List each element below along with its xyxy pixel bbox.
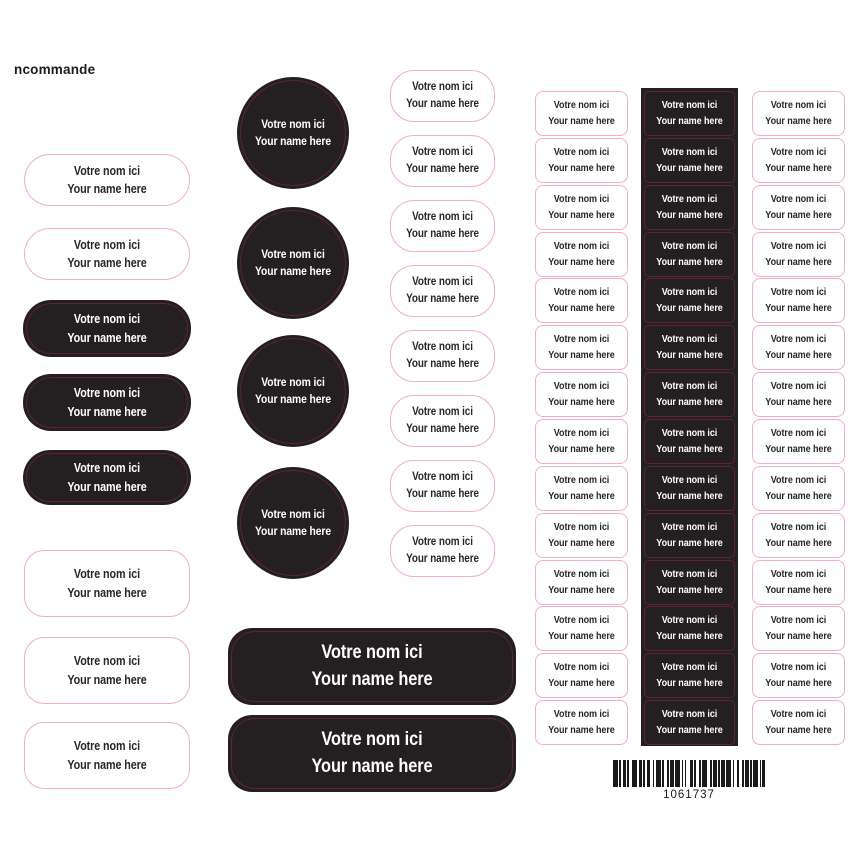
label-text: Votre nom ici Your name here xyxy=(548,614,615,642)
label-text: Votre nom ici Your name here xyxy=(765,240,832,268)
label-text: Votre nom ici Your name here xyxy=(765,568,832,596)
name-label-black xyxy=(644,232,735,277)
name-label-white xyxy=(752,419,845,464)
name-label-white xyxy=(390,395,495,447)
label-text: Votre nom ici Your name here xyxy=(254,506,332,538)
label-text: Votre nom ici Your name here xyxy=(67,654,147,687)
label-text: Votre nom ici Your name here xyxy=(656,521,723,549)
name-label-white xyxy=(535,513,628,558)
name-label-white xyxy=(752,700,845,745)
label-text: Votre nom ici Your name here xyxy=(67,163,147,196)
label-text: Votre nom ici Your name here xyxy=(765,661,832,689)
name-label-white xyxy=(752,232,845,277)
name-label-black xyxy=(644,91,735,136)
label-text: Votre nom ici Your name here xyxy=(656,661,723,689)
barcode xyxy=(613,760,765,801)
name-label-black xyxy=(644,138,735,183)
name-label-black xyxy=(237,77,349,189)
name-label-white xyxy=(752,466,845,511)
label-text: Votre nom ici Your name here xyxy=(406,211,479,240)
label-text: Votre nom ici Your name here xyxy=(406,276,479,305)
label-text: Votre nom ici Your name here xyxy=(765,193,832,221)
label-text: Votre nom ici Your name here xyxy=(548,146,615,174)
name-label-white xyxy=(752,91,845,136)
label-text: Votre nom ici Your name here xyxy=(765,380,832,408)
name-label-black xyxy=(237,207,349,319)
name-label-black xyxy=(644,700,735,745)
name-label-black xyxy=(644,466,735,511)
name-label-white xyxy=(752,278,845,323)
label-text: Votre nom ici Your name here xyxy=(656,427,723,455)
name-label-white xyxy=(752,560,845,605)
label-text: Votre nom ici Your name here xyxy=(311,642,433,690)
name-label-black xyxy=(237,467,349,579)
name-label-white xyxy=(24,637,190,704)
name-label-white xyxy=(535,560,628,605)
label-text: Votre nom ici Your name here xyxy=(548,568,615,596)
label-text: Votre nom ici Your name here xyxy=(67,461,147,494)
name-label-white xyxy=(390,200,495,252)
label-text: Votre nom ici Your name here xyxy=(765,99,832,127)
name-label-black xyxy=(23,374,191,431)
name-label-black xyxy=(644,278,735,323)
label-text: Votre nom ici Your name here xyxy=(765,708,832,736)
name-label-white xyxy=(24,722,190,789)
name-label-black xyxy=(644,513,735,558)
name-label-black xyxy=(237,335,349,447)
label-text: Votre nom ici Your name here xyxy=(656,99,723,127)
name-label-white xyxy=(24,228,190,280)
brand-logo-text: ncommande xyxy=(14,62,96,77)
barcode-number: 1061737 xyxy=(663,789,715,801)
label-text: Votre nom ici Your name here xyxy=(67,739,147,772)
name-label-black xyxy=(228,715,516,792)
name-label-white xyxy=(752,653,845,698)
label-text: Votre nom ici Your name here xyxy=(765,333,832,361)
label-text: Votre nom ici Your name here xyxy=(656,614,723,642)
name-label-white xyxy=(535,419,628,464)
label-text: Votre nom ici Your name here xyxy=(548,193,615,221)
label-text: Votre nom ici Your name here xyxy=(765,614,832,642)
label-text: Votre nom ici Your name here xyxy=(548,521,615,549)
barcode-bars xyxy=(613,760,765,787)
name-label-black xyxy=(23,450,191,505)
name-label-black xyxy=(644,372,735,417)
label-text: Votre nom ici Your name here xyxy=(548,333,615,361)
name-label-white xyxy=(535,606,628,651)
label-text: Votre nom ici Your name here xyxy=(406,471,479,500)
label-text: Votre nom ici Your name here xyxy=(67,567,147,600)
label-text: Votre nom ici Your name here xyxy=(406,536,479,565)
name-label-white xyxy=(390,70,495,122)
name-label-white xyxy=(535,278,628,323)
label-text: Votre nom ici Your name here xyxy=(548,708,615,736)
label-text: Votre nom ici Your name here xyxy=(254,374,332,406)
label-text: Votre nom ici Your name here xyxy=(656,286,723,314)
label-text: Votre nom ici Your name here xyxy=(406,81,479,110)
label-text: Votre nom ici Your name here xyxy=(548,427,615,455)
name-label-black xyxy=(644,419,735,464)
name-label-white xyxy=(390,265,495,317)
name-label-white xyxy=(535,372,628,417)
name-label-black xyxy=(644,653,735,698)
label-text: Votre nom ici Your name here xyxy=(67,386,147,419)
label-text: Votre nom ici Your name here xyxy=(765,286,832,314)
name-label-white xyxy=(752,185,845,230)
label-text: Votre nom ici Your name here xyxy=(406,341,479,370)
label-text: Votre nom ici Your name here xyxy=(406,146,479,175)
label-text: Votre nom ici Your name here xyxy=(406,406,479,435)
label-text: Votre nom ici Your name here xyxy=(548,240,615,268)
label-text: Votre nom ici Your name here xyxy=(548,380,615,408)
name-label-white xyxy=(390,460,495,512)
name-label-black xyxy=(644,185,735,230)
label-text: Votre nom ici Your name here xyxy=(656,146,723,174)
label-text: Votre nom ici Your name here xyxy=(656,474,723,502)
label-text: Votre nom ici Your name here xyxy=(765,146,832,174)
label-text: Votre nom ici Your name here xyxy=(67,312,147,345)
name-label-white xyxy=(390,135,495,187)
label-text: Votre nom ici Your name here xyxy=(311,729,433,777)
name-label-white xyxy=(535,466,628,511)
label-text: Votre nom ici Your name here xyxy=(254,246,332,278)
label-text: Votre nom ici Your name here xyxy=(656,708,723,736)
label-text: Votre nom ici Your name here xyxy=(548,286,615,314)
label-text: Votre nom ici Your name here xyxy=(656,193,723,221)
name-label-white xyxy=(752,372,845,417)
name-label-white xyxy=(752,606,845,651)
name-label-white xyxy=(535,185,628,230)
name-label-black xyxy=(23,300,191,357)
name-label-white xyxy=(752,513,845,558)
label-text: Votre nom ici Your name here xyxy=(765,427,832,455)
label-text: Votre nom ici Your name here xyxy=(656,240,723,268)
name-label-white xyxy=(390,330,495,382)
label-text: Votre nom ici Your name here xyxy=(765,521,832,549)
label-text: Votre nom ici Your name here xyxy=(548,99,615,127)
name-label-white xyxy=(535,91,628,136)
name-label-black xyxy=(228,628,516,705)
label-text: Votre nom ici Your name here xyxy=(548,661,615,689)
label-text: Votre nom ici Your name here xyxy=(656,568,723,596)
name-label-white xyxy=(535,138,628,183)
name-label-black xyxy=(644,560,735,605)
label-text: Votre nom ici Your name here xyxy=(548,474,615,502)
name-label-black xyxy=(644,606,735,651)
label-text: Votre nom ici Your name here xyxy=(254,116,332,148)
name-label-black xyxy=(644,325,735,370)
name-label-white xyxy=(24,154,190,206)
name-label-white xyxy=(535,653,628,698)
name-label-white xyxy=(752,138,845,183)
name-label-white xyxy=(390,525,495,577)
label-text: Votre nom ici Your name here xyxy=(656,333,723,361)
name-label-white xyxy=(535,700,628,745)
name-label-white xyxy=(24,550,190,617)
name-label-white xyxy=(535,325,628,370)
name-label-white xyxy=(752,325,845,370)
label-text: Votre nom ici Your name here xyxy=(67,237,147,270)
label-text: Votre nom ici Your name here xyxy=(656,380,723,408)
name-label-white xyxy=(535,232,628,277)
label-text: Votre nom ici Your name here xyxy=(765,474,832,502)
